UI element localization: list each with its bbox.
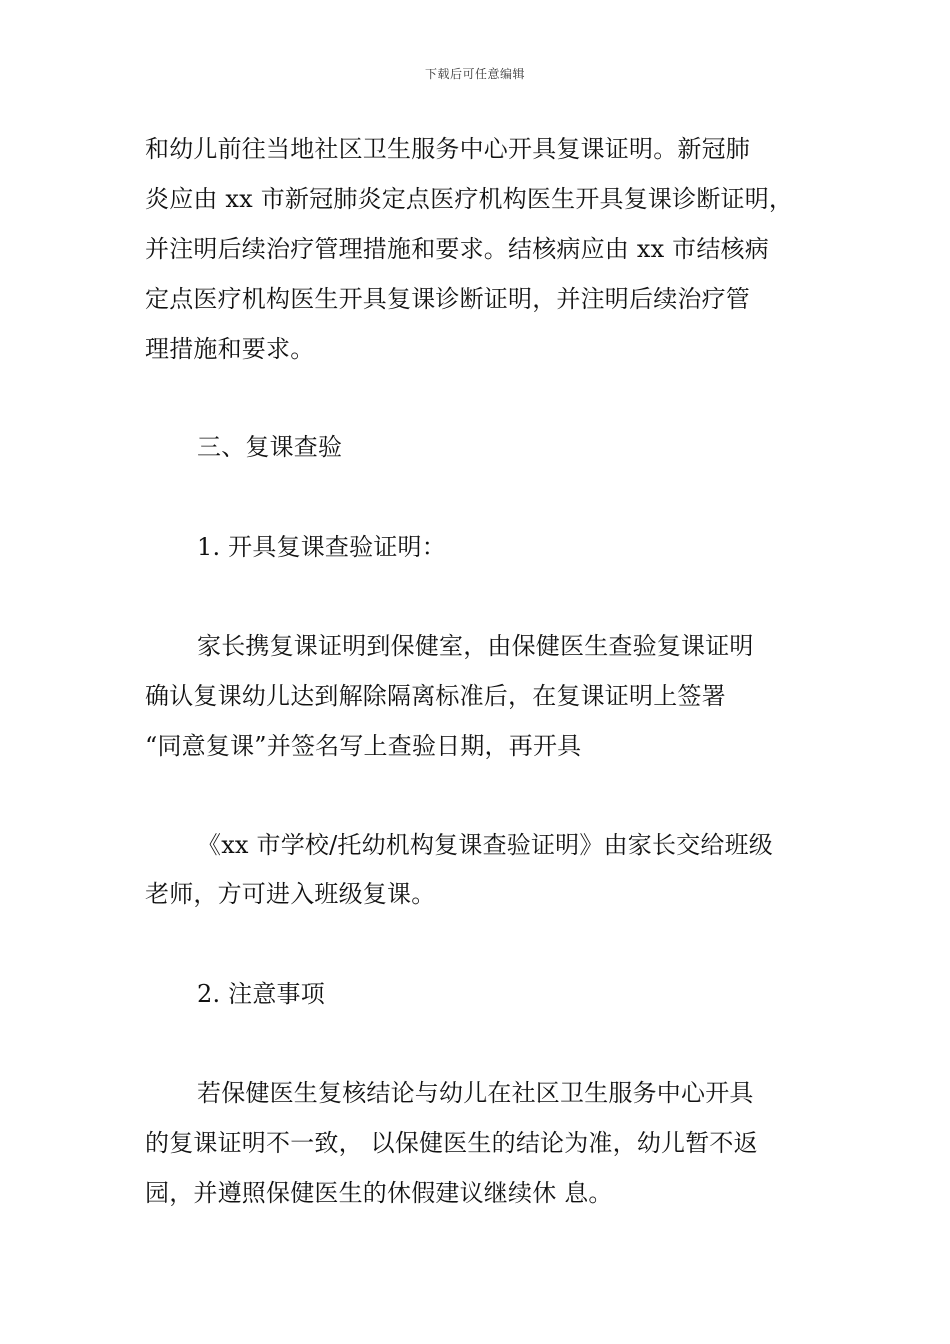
page-header: 下载后可任意编辑: [424, 67, 525, 81]
paragraph-line: 《xx 市学校/托幼机构复课查验证明》由家长交给班级: [197, 831, 773, 859]
section-heading: 三、复课查验: [197, 433, 343, 461]
paragraph-line: 定点医疗机构医生开具复课诊断证明，并注明后续治疗管: [145, 285, 750, 313]
paragraph-line: 的复课证明不一致， 以保健医生的结论为准，幼儿暂不返: [145, 1129, 758, 1157]
paragraph-line: 确认复课幼儿达到解除隔离标准后，在复课证明上签署: [145, 682, 726, 710]
subsection-heading: 1. 开具复课查验证明：: [197, 533, 446, 561]
subsection-heading: 2. 注意事项: [197, 980, 325, 1008]
paragraph-line: 家长携复课证明到保健室，由保健医生查验复课证明: [197, 632, 754, 660]
paragraph-line: 和幼儿前往当地社区卫生服务中心开具复课证明。新冠肺: [145, 135, 750, 163]
paragraph-line: 若保健医生复核结论与幼儿在社区卫生服务中心开具: [197, 1079, 754, 1107]
paragraph-line: 老师，方可进入班级复课。: [145, 880, 436, 908]
paragraph-line: 炎应由 xx 市新冠肺炎定点医疗机构医生开具复课诊断证明，: [145, 185, 794, 213]
paragraph-line: 并注明后续治疗管理措施和要求。结核病应由 xx 市结核病: [145, 235, 769, 263]
paragraph-line: “同意复课”并签名写上查验日期，再开具: [145, 732, 582, 760]
paragraph-line: 园，并遵照保健医生的休假建议继续休 息。: [145, 1179, 613, 1207]
paragraph-line: 理措施和要求。: [145, 335, 315, 363]
